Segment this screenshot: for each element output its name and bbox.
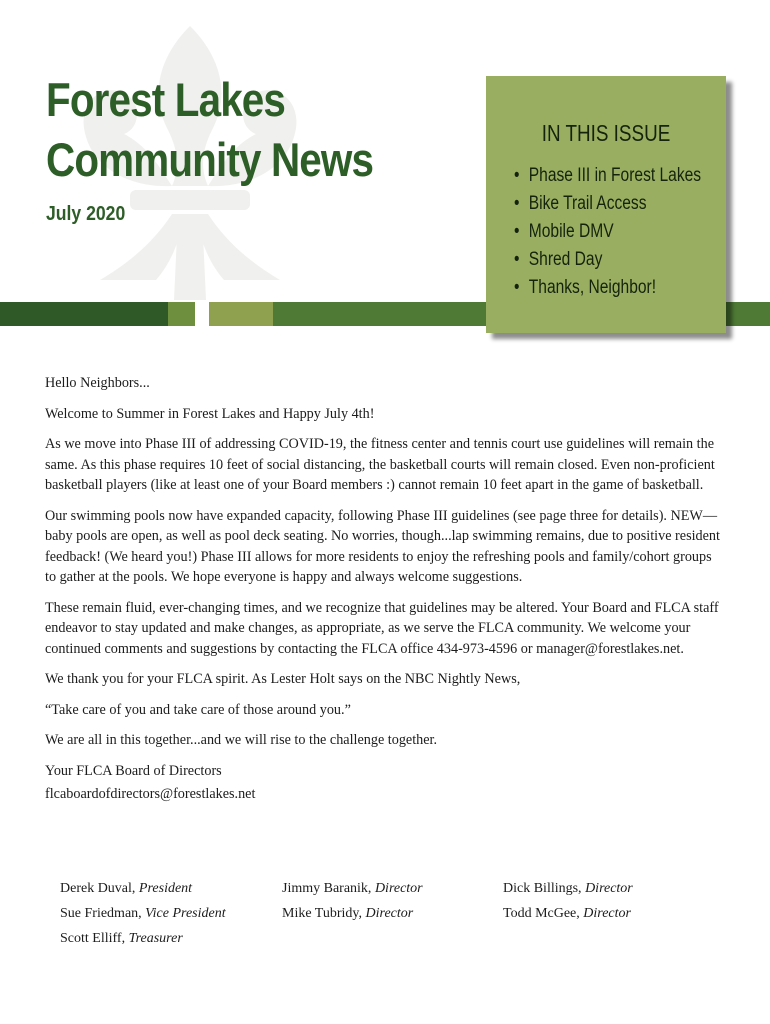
bullet-icon: • xyxy=(514,277,520,298)
pools-paragraph: Our swimming pools now have expanded capacity, following Phase III guidelines (see page three for details). NEW—baby pools are open, as well as pool deck seating. No worries, though...lap swimming remains, due to positive resident feedback! (We heard you!) Phase III allows for more residents to enjoy the refreshing pools and family/cohort groups to gather at the pools. We hope everyone is happy and always welcome suggestions. xyxy=(45,507,720,585)
issue-item-label: Phase III in Forest Lakes xyxy=(528,165,702,186)
issue-item-label: Thanks, Neighbor! xyxy=(528,277,657,298)
bullet-icon: • xyxy=(514,193,520,214)
decorative-stripe xyxy=(726,302,770,326)
officer-entry xyxy=(282,876,423,901)
issue-item xyxy=(514,274,701,302)
board-email[interactable]: flcaboardofdirectors@forestlakes.net xyxy=(45,786,256,802)
officer-role: President xyxy=(138,881,193,896)
issue-item xyxy=(514,190,701,218)
issue-item xyxy=(514,218,701,246)
officer-name: Sue Friedman, xyxy=(60,906,146,921)
bullet-icon: • xyxy=(514,221,520,242)
bullet-icon: • xyxy=(514,165,520,186)
officer-name: Mike Tubridy, xyxy=(282,906,366,921)
in-this-issue-box xyxy=(486,76,726,333)
officer-entry xyxy=(503,876,633,901)
in-this-issue-heading: IN THIS ISSUE xyxy=(541,120,671,146)
issue-item xyxy=(514,162,701,190)
officer-name: Todd McGee, xyxy=(503,906,584,921)
together-line: We are all in this together...and we will rise to the challenge together. xyxy=(45,732,438,748)
phase-three-paragraph: As we move into Phase III of addressing COVID-19, the fitness center and tennis court use guidelines will remain the same. As this phase requires 10 feet of social distancing, the basketball courts will remain closed. Even non-proficient basketball players (like at least one of your Board members :) cannot remain 10 feet apart in the game of basketball. xyxy=(45,436,715,493)
welcome-line: Welcome to Summer in Forest Lakes and Happy July 4th! xyxy=(45,405,375,422)
officer-role: Director xyxy=(585,881,633,896)
signoff-line: Your FLCA Board of Directors xyxy=(45,762,222,779)
title-line-2: Community News xyxy=(46,133,374,186)
issue-contents-list xyxy=(514,162,742,302)
officer-name: Scott Elliff, xyxy=(60,931,129,946)
officer-entry xyxy=(503,901,631,926)
quote-line: “Take care of you and take care of those around you.” xyxy=(45,701,351,718)
officer-role: Director xyxy=(583,906,631,921)
officer-entry xyxy=(60,926,183,951)
issue-item-label: Mobile DMV xyxy=(528,221,614,242)
decorative-stripe xyxy=(209,302,273,326)
title-line-1: Forest Lakes xyxy=(46,73,286,126)
officer-role: Director xyxy=(365,906,414,921)
decorative-stripe xyxy=(168,302,195,326)
greeting: Hello Neighbors... xyxy=(45,375,150,391)
officer-entry xyxy=(282,901,413,926)
letter-body xyxy=(45,373,725,815)
officer-name: Jimmy Baranik, xyxy=(282,881,375,896)
officer-role: Treasurer xyxy=(128,931,183,946)
issue-date: July 2020 xyxy=(46,203,126,225)
thanks-line: We thank you for your FLCA spirit. As Lester Holt says on the NBC Nightly News, xyxy=(45,671,521,687)
officer-entry xyxy=(60,876,192,901)
officer-name: Dick Billings, xyxy=(503,881,586,896)
guidelines-paragraph: These remain fluid, ever-changing times, and we recognize that guidelines may be altered. Your Board and FLCA staff endeavor to stay updated and make changes, as appropriate, as we serve the FLCA community. We welcome your continued comments and suggestions by contacting the FLCA office 434-973-4596 or manager@forestlakes.net. xyxy=(45,599,719,657)
bullet-icon: • xyxy=(514,249,520,270)
issue-item xyxy=(514,246,701,274)
issue-item-label: Shred Day xyxy=(528,249,603,270)
officer-role: Director xyxy=(374,881,423,896)
officer-entry xyxy=(60,901,226,926)
officer-name: Derek Duval, xyxy=(60,881,139,896)
newsletter-title xyxy=(46,70,373,190)
decorative-stripe xyxy=(273,302,488,326)
issue-item-label: Bike Trail Access xyxy=(528,193,647,214)
decorative-stripe xyxy=(0,302,168,326)
officer-role: Vice President xyxy=(145,906,226,921)
